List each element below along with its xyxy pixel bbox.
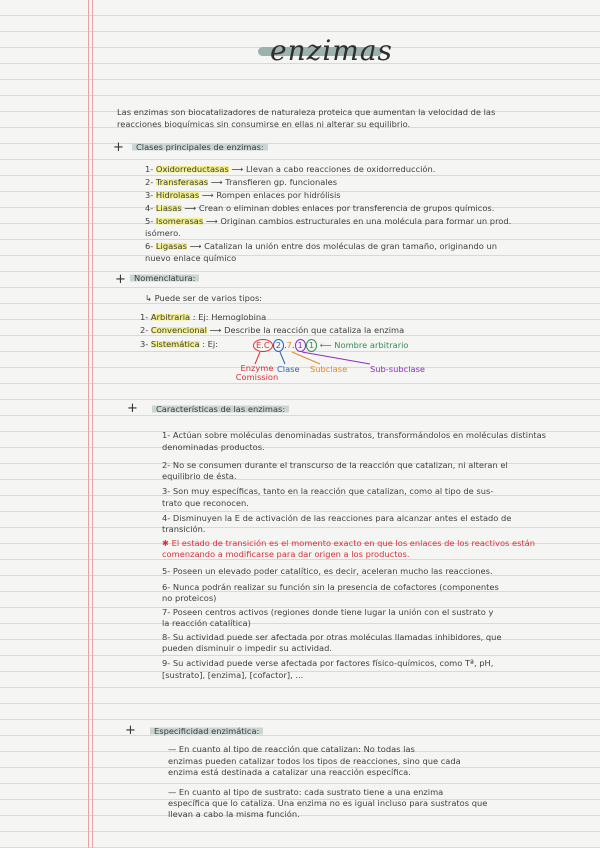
page-title: enzimas: [270, 34, 393, 67]
section-heading-especificidad: Especificidad enzimática:: [150, 726, 263, 736]
bullet-plus-icon: +: [115, 272, 126, 287]
text-line: 8- Su actividad puede ser afectada por otras moléculas llamadas inhibidores, que: [162, 632, 502, 642]
text-line: 3- Son muy específicas, tanto en la reacción que catalizan, como al tipo de sus-: [162, 486, 494, 496]
list-item: 3- Sistemática : Ej:: [140, 339, 218, 349]
list-item: 6- Ligasas ⟶ Catalizan la unión entre dos moléculas de gran tamaño, originando un: [145, 241, 497, 251]
text-line: equilibrio de ésta.: [162, 471, 237, 481]
margin-line: [92, 0, 93, 848]
text-line: trato que reconocen.: [162, 498, 249, 508]
intro-line: reacciones bioquímicas sin consumirse en ellas ni alterar su equilibrio.: [117, 119, 411, 129]
section-heading-caracteristicas: Características de las enzimas:: [152, 404, 289, 414]
text-line: la reacción catalítica): [162, 618, 251, 628]
text-line: 4- Disminuyen la E de activación de las reacciones para alcanzar antes el estado de: [162, 513, 512, 523]
ec-code: E.C 2 .7. 1 1 ⟵ Nombre arbitrario: [253, 339, 409, 352]
note-line: comenzando a modificarse para dar origen a los productos.: [162, 549, 410, 559]
list-item-continued: isómero.: [145, 228, 181, 238]
nomenclatura-intro: ↳ Puede ser de varios tipos:: [145, 293, 263, 303]
text-line: — En cuanto al tipo de reacción que catalizan: No todas las: [168, 744, 415, 754]
list-item: 3- Hidrolasas ⟶ Rompen enlaces por hidrólisis: [145, 190, 341, 200]
text-line: pueden disminuir o impedir su actividad.: [162, 643, 333, 653]
section-heading-clases: Clases principales de enzimas:: [132, 142, 268, 152]
label-subclase: Subclase: [310, 364, 348, 374]
text-line: denominadas productos.: [162, 442, 265, 452]
text-line: 6- Nunca podrán realizar su función sin la presencia de cofactores (componentes: [162, 582, 499, 592]
text-line: 5- Poseen un elevado poder catalítico, es decir, aceleran mucho las reacciones.: [162, 566, 493, 576]
text-line: no proteicos): [162, 593, 217, 603]
text-line: [sustrato], [enzima], [cofactor], ...: [162, 670, 304, 680]
text-line: 7- Poseen centros activos (regiones donde tiene lugar la unión con el sustrato y: [162, 607, 494, 617]
label-sub-subclase: Sub-subclase: [370, 364, 426, 374]
note-line: ✱ El estado de transición es el momento exacto en que los enlaces de los reactivos están: [162, 538, 536, 548]
margin-line: [88, 0, 89, 848]
intro-line: Las enzimas son biocatalizadores de naturaleza proteica que aumentan la velocidad de las: [117, 107, 496, 117]
text-line: — En cuanto al tipo de sustrato: cada sustrato tiene a una enzima: [168, 787, 444, 797]
list-item-continued: nuevo enlace químico: [145, 253, 237, 263]
list-item: 1- Arbitraria : Ej: Hemoglobina: [140, 312, 267, 322]
label-clase: Clase: [277, 364, 300, 374]
text-line: 2- No se consumen durante el transcurso de la reacción que catalizan, ni alteran el: [162, 460, 508, 470]
text-line: enzima está destinada a catalizar una reacción específica.: [168, 767, 411, 777]
section-heading-nomenclatura: Nomenclatura:: [130, 273, 199, 283]
list-item: 5- Isomerasas ⟶ Originan cambios estructurales en una molécula para formar un prod.: [145, 216, 512, 226]
list-item: 4- Liasas ⟶ Crean o eliminan dobles enlaces por transferencia de grupos químicos.: [145, 203, 495, 213]
text-line: transición.: [162, 524, 206, 534]
text-line: 9- Su actividad puede verse afectada por factores físico-químicos, como Tª, pH,: [162, 658, 494, 668]
bullet-plus-icon: +: [113, 140, 124, 155]
label-enzyme-comission: Enzyme Comission: [235, 363, 279, 382]
bullet-plus-icon: +: [127, 401, 138, 416]
list-item: 2- Transferasas ⟶ Transfieren gp. funcionales: [145, 177, 338, 187]
text-line: enzimas pueden catalizar todos los tipos de reacciones, sino que cada: [168, 756, 461, 766]
bullet-plus-icon: +: [125, 723, 136, 738]
text-line: llevan a cabo la misma función.: [168, 809, 300, 819]
text-line: específica que lo cataliza. Una enzima no es igual incluso para sustratos que: [168, 798, 488, 808]
list-item: 2- Convencional ⟶ Describe la reacción que cataliza la enzima: [140, 325, 405, 335]
text-line: 1- Actúan sobre moléculas denominadas sustratos, transformándolos en moléculas distintas: [162, 430, 547, 440]
list-item: 1- Oxidorreductasas ⟶ Llevan a cabo reacciones de oxidorreducción.: [145, 164, 436, 174]
